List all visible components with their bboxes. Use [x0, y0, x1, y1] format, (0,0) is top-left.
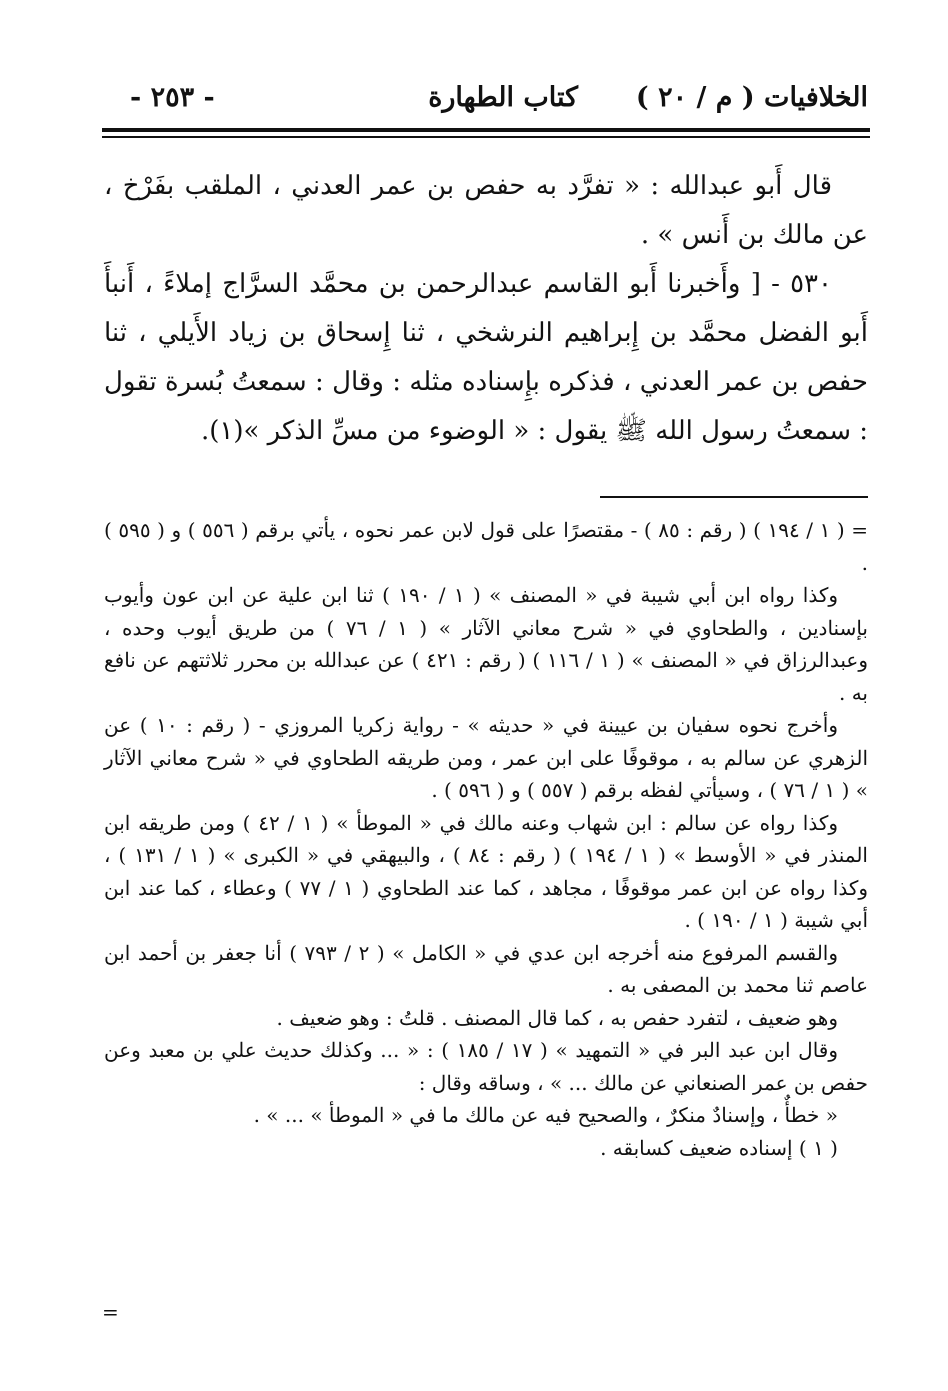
book-section-label: الخلافيات ( م / ٢٠ ) — [635, 82, 868, 113]
footnote-continued-mark: = — [102, 1300, 119, 1324]
chapter-title: كتاب الطهارة — [428, 82, 578, 113]
header-rule-thin — [102, 136, 870, 138]
footnote-paragraph: وأخرج نحوه سفيان بن عيينة في « حديثه » - رواية زكريا المروزي - ( رقم : ١٠ ) عن الزهري عن سالم به ، موقوفًا على ابن عمر ، ومن طريقه الطحاوي في « شرح معاني الآثار » ( ١ / ٧٦ ) ، وسيأتي لفظه برقم ( ٥٥٧ ) و ( ٥٩٦ ) . — [104, 713, 868, 802]
footnote-paragraph: والقسم المرفوع منه أخرجه ابن عدي في « الكامل » ( ٢ / ٧٩٣ ) أنا جعفر بن أحمد ابن عاصم ثنا محمد بن المصفى به . — [104, 940, 868, 997]
main-text — [104, 162, 868, 456]
footnote-separator — [600, 496, 868, 498]
main-paragraph: ٥٣٠ - [ وأَخبرنا أَبو القاسم عبدالرحمن بن محمَّد السرَّاج إملاءً ، أَنبأَ أَبو الفضل محمَّد بن إِبراهيم النرشخي ، ثنا إِسحاق بن زياد الأَيلي ، ثنا حفص بن عمر العدني ، فذكره بإِسناده مثله : وقال : سمعتُ بُسرة تقول : سمعتُ رسول الله ﷺ يقول : « الوضوء من مسِّ الذكر »(١). — [104, 269, 868, 446]
footnote-paragraph: وهو ضعيف ، لتفرد حفص به ، كما قال المصنف . قلتُ : وهو ضعيف . — [276, 1005, 838, 1030]
footnote-paragraph: وكذا رواه ابن أبي شيبة في « المصنف » ( ١ / ١٩٠ ) ثنا ابن علية عن ابن عون وأيوب بإسنادين ، والطحاوي في « شرح معاني الآثار » ( ١ / ٧٦ ) من طريق أيوب وحده ، وعبدالرزاق في « المصنف » ( ١ / ١١٦ ) ( رقم : ٤٢١ ) عن عبدالله بن محرر ثلاثتهم عن نافع به . — [104, 583, 869, 705]
main-paragraph: قال أَبو عبدالله : « تفرَّد به حفص بن عمر العدني ، الملقب بفَرْخ ، عن مالك بن أَنس » . — [104, 171, 868, 250]
footnote-paragraph: « خطأٌ ، وإسنادٌ منكرٌ ، والصحيح فيه عن مالك ما في « الموطأ » ... » . — [253, 1103, 838, 1127]
footnote-paragraph: = ( ١ / ١٩٤ ) ( رقم : ٨٥ ) - مقتصرًا على قول لابن عمر نحوه ، يأتي برقم ( ٥٥٦ ) و ( ٥٩٥ ) . — [104, 518, 868, 575]
page-number: - ٢٥٣ - — [130, 82, 215, 113]
footnotes — [104, 514, 868, 1164]
header-rule-thick — [102, 128, 870, 132]
running-header — [100, 78, 868, 122]
footnote-paragraph: وكذا رواه عن سالم : ابن شهاب وعنه مالك في « الموطأ » ( ١ / ٤٢ ) ومن طريقه ابن المنذر في « الأوسط » ( ١ / ١٩٤ ) ( رقم : ٨٤ ) ، والبيهقي في « الكبرى » ( ١ / ١٣١ ) ، وكذا رواه عن ابن عمر موقوفًا ، مجاهد ، كما عند الطحاوي ( ١ / ٧٧ ) وعطاء ، كما عند ابن أبي شيبة ( ١ / ١٩٠ ) . — [104, 810, 868, 932]
footnote-paragraph: ( ١ ) إسناده ضعيف كسابقه . — [600, 1135, 838, 1160]
footnote-paragraph: وقال ابن عبد البر في « التمهيد » ( ١٧ / ١٨٥ ) : « ... وكذلك حديث علي بن معبد وعن حفص بن عمر الصنعاني عن مالك ... » ، وساقه وقال : — [104, 1038, 868, 1095]
